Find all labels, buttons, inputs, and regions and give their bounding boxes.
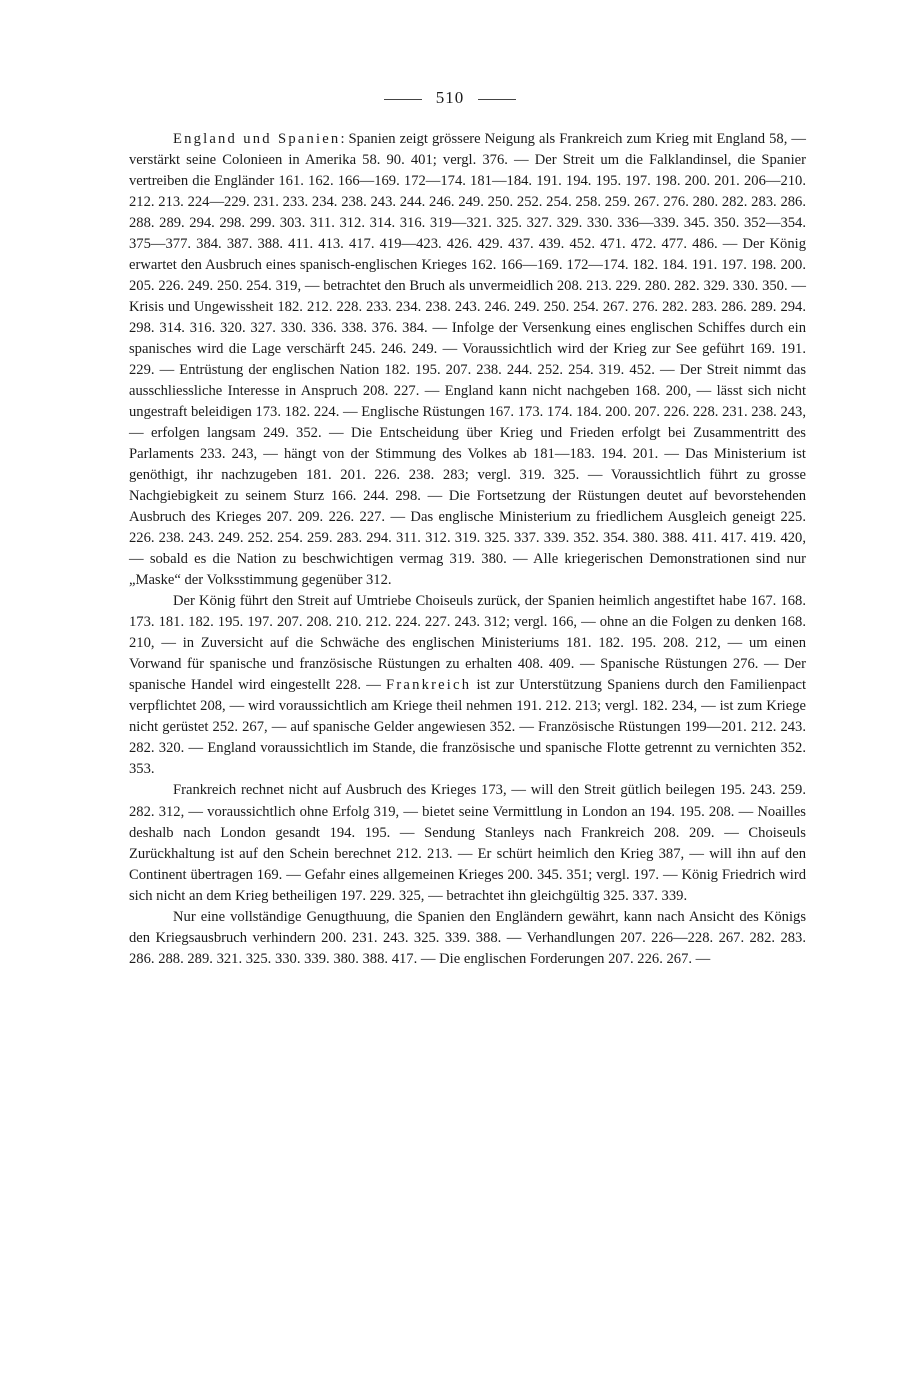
- index-text: [129, 129, 806, 970]
- header-rule-left: [384, 99, 422, 100]
- subheading-frankreich: Frankreich: [386, 677, 472, 694]
- paragraph-text-continued: ist zur Unterstützung Spaniens durch den Familienpact verpflichtet 208, — wird voraussichtlich am Kriege theil nehmen 191. 212. 213; vergl. 182. 234, — ist zum Kriege nicht gerüstet 252. 267, — auf spanische Gelder angewiesen 352. — Französische Rüstungen 199—201. 212. 243. 282. 320. — England voraussichtlich im Stande, die französische und spanische Flotte getrennt zu vernichten 352. 353.: [129, 677, 806, 778]
- page-number: 510: [435, 88, 465, 107]
- page-header: [0, 86, 900, 110]
- paragraph-text: Der König führt den Streit auf Umtriebe Choiseuls zurück, der Spanien heimlich angestiftet habe 167. 168. 173. 181. 182. 195. 197. 207. 208. 210. 212. 224. 227. 243. 312; vergl. 166, — ohne an die Folgen zu denken 168. 210, — in Zuversicht auf die Schwäche des englischen Ministeriums 181. 182. 195. 208. 212, — um einen Vorwand für spanische und französische Rüstungen zu erhalten 408. 409. — Spanische Rüstungen 276. — Der spanische Handel wird eingestellt 228. —: [129, 593, 806, 694]
- index-entry-england-spanien: [129, 129, 806, 591]
- paragraph-text: Frankreich rechnet nicht auf Ausbruch des Krieges 173, — will den Streit gütlich beilegen 195. 243. 259. 282. 312, — voraussichtlich ohne Erfolg 319, — bietet seine Vermittlung in London an 194. 195. 208. — Noailles deshalb nach London gesandt 194. 195. — Sendung Stanleys nach Frankreich 208. 209. — Choiseuls Zurückhaltung ist auf den Schein berechnet 212. 213. — Er schürt heimlich den Krieg 387, — will ihn auf den Continent übertragen 169. — Gefahr eines allgemeinen Krieges 200. 345. 351; vergl. 197. — König Friedrich wird sich nicht an dem Krieg betheiligen 197. 229. 325, — betrachtet ihn gleichgültig 325. 337. 339.: [129, 782, 806, 904]
- paragraph-frankreich: [129, 780, 806, 906]
- paragraph-text: Nur eine vollständige Genugthuung, die Spanien den Engländern gewährt, kann nach Ansicht des Königs den Kriegsausbruch verhindern 200. 231. 243. 325. 339. 388. — Verhandlungen 207. 226—228. 267. 282. 283. 286. 288. 289. 321. 325. 330. 339. 380. 388. 417. — Die englischen Forderungen 207. 226. 267. —: [129, 908, 806, 967]
- paragraph-genugthuung: [129, 907, 806, 970]
- paragraph-koenig-choiseul: [129, 591, 806, 780]
- entry-body: : Spanien zeigt grössere Neigung als Frankreich zum Krieg mit England 58, — verstärkt seine Colonieen in Amerika 58. 90. 401; vergl. 376. — Der Streit um die Falklandinsel, die Spanier vertreiben die Engländer 161. 162. 166—169. 172—174. 181—184. 191. 194. 195. 197. 198. 200. 201. 206—210. 212. 213. 224—229. 231. 233. 234. 238. 243. 244. 246. 249. 250. 252. 254. 258. 259. 267. 276. 280. 282. 283. 286. 288. 289. 294. 298. 299. 303. 311. 312. 314. 316. 319—321. 325. 327. 329. 330. 336—339. 345. 350. 352—354. 375—377. 384. 387. 388. 411. 413. 417. 419—423. 426. 429. 437. 439. 452. 471. 472. 477. 486. — Der König erwartet den Ausbruch eines spanisch-englischen Krieges 162. 166—169. 172—174. 182. 184. 191. 197. 198. 200. 205. 226. 249. 250. 254. 319, — betrachtet den Bruch als unvermeidlich 208. 213. 229. 280. 282. 329. 330. 350. — Krisis und Ungewissheit 182. 212. 228. 233. 234. 238. 243. 246. 249. 250. 254. 267. 276. 282. 283. 286. 289. 294. 298. 314. 316. 320. 327. 330. 336. 338. 376. 384. — Infolge der Versenkung eines englischen Schiffes durch ein spanisches wird die Lage verschärft 245. 246. 249. — Voraussichtlich wird der Krieg zur See geführt 169. 191. 229. — Entrüstung der englischen Nation 182. 195. 207. 238. 244. 252. 254. 319. 452. — Der Streit nimmt das ausschliessliche Interesse in Anspruch 208. 227. — England kann nicht nachgeben 168. 200, — lässt sich nicht ungestraft beleidigen 173. 182. 224. — Englische Rüstungen 167. 173. 174. 184. 200. 207. 226. 228. 231. 238. 243, — erfolgen langsam 249. 352. — Die Entscheidung über Krieg und Frieden erfolgt bei Zusammentritt des Parlaments 233. 243, — hängt von der Stimmung des Volkes ab 181—183. 194. 201. — Das Ministerium ist genöthigt, ihr nachzugeben 181. 201. 226. 238. 283; vergl. 319. 325. — Voraussichtlich führt zu grosse Nachgiebigkeit zu seinem Sturz 166. 244. 298. — Die Fortsetzung der Rüstungen deutet auf bevorstehenden Ausbruch des Krieges 207. 209. 226. 227. — Das englische Ministerium zu friedlichem Ausgleich geneigt 225. 226. 238. 243. 249. 252. 254. 259. 283. 294. 311. 312. 319. 325. 337. 339. 352. 354. 380. 388. 411. 417. 419. 420, — sobald es die Nation zu beschwichtigen vermag 319. 380. — Alle kriegerischen Demonstrationen sind nur „Maske“ der Volksstimmung gegenüber 312.: [129, 131, 806, 589]
- header-rule-right: [478, 99, 516, 100]
- entry-heading: England und Spanien: [173, 131, 341, 147]
